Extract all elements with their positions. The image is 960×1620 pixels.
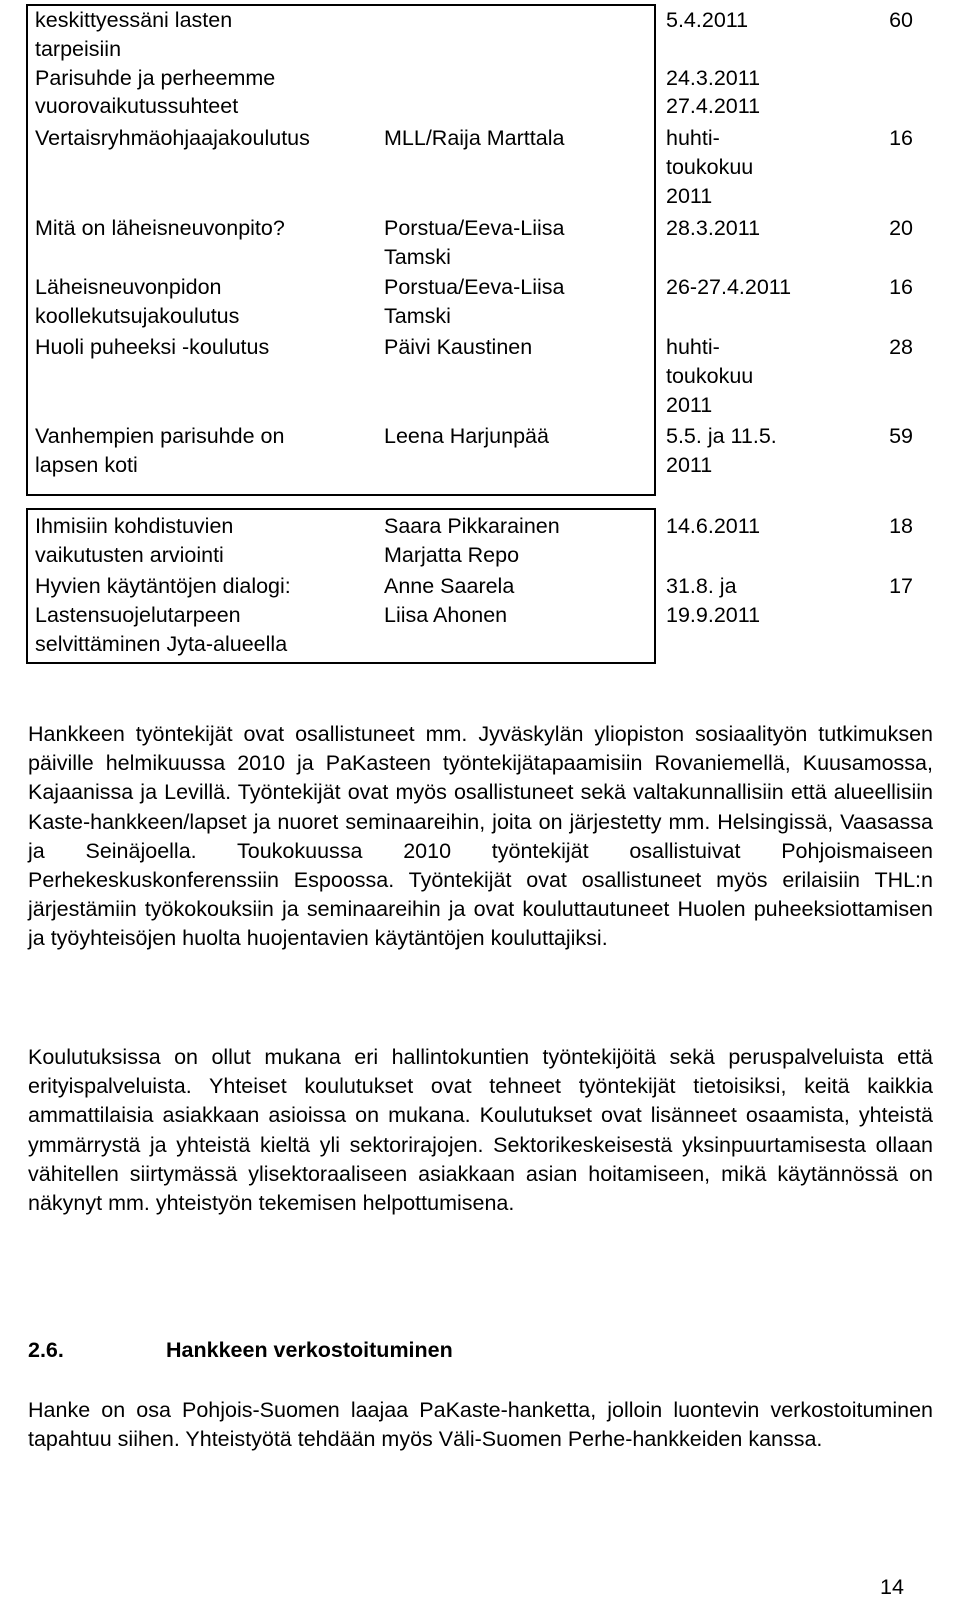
table-cell-date: 5.5. ja 11.5. 2011 [666, 424, 777, 477]
paragraph-events: Hankkeen työntekijät ovat osallistuneet mm. Jyväskylän yliopiston sosiaalityön tutkimuksen päiville helmikuussa 2010 ja PaKasteen työntekijätapaamisiin Rovaniemellä, Kuusamossa, Kajaanissa ja Levillä. Työntekijät ovat myös osallistuneet sekä valtakunnallisiin että alueellisiin Kaste-hankkeen/lapset ja nuoret seminaareihin, joita on järjestetty mm. Helsingissä, Vaasassa ja Seinäjoella. Toukokuussa 2010 työntekijät osallistuivat Pohjoismaiseen Perhekeskuskonferenssiin Espoossa. Työntekijät ovat osallistuneet myös erilaisiin THL:n järjestämiin työkokouksiin ja seminaareihin ja ovat kouluttautuneet Huolen puheeksiottamisen ja työyhteisöjen huolta huojentavien käytäntöjen kouluttajiksi. [28, 722, 933, 951]
table-cell-trainer: Porstua/Eeva-Liisa Tamski [384, 216, 565, 269]
table-cell-date: 14.6.2011 [666, 514, 761, 538]
table-cell-count: 60 [889, 8, 913, 32]
table-cell-date: 31.8. ja 19.9.2011 [666, 574, 761, 627]
table-cell-name: Huoli puheeksi -koulutus [35, 335, 270, 359]
table-cell-count: 28 [889, 335, 913, 359]
table-cell-date: 26-27.4.2011 [666, 275, 792, 299]
page-number: 14 [880, 1575, 904, 1599]
table-cell-count: 16 [889, 126, 913, 150]
table-cell-date: 5.4.2011 24.3.2011 27.4.2011 [666, 8, 761, 119]
table-cell-count: 18 [889, 514, 913, 538]
training-table [0, 0, 960, 700]
table-cell-name: Hyvien käytäntöjen dialogi: Lastensuojelutarpeen selvittäminen Jyta-alueella [35, 574, 291, 656]
section-number: 2.6. [28, 1338, 64, 1362]
table-cell-name: Läheisneuvonpidon koollekutsujakoulutus [35, 275, 240, 328]
table-cell-trainer: MLL/Raija Marttala [384, 126, 565, 150]
table-cell-date: huhti- toukokuu 2011 [666, 335, 754, 417]
section-title: Hankkeen verkostoituminen [166, 1338, 453, 1362]
table-cell-count: 59 [889, 424, 913, 448]
table-cell-trainer: Porstua/Eeva-Liisa Tamski [384, 275, 565, 328]
table-cell-date: 28.3.2011 [666, 216, 761, 240]
table-cell-count: 20 [889, 216, 913, 240]
table-cell-date: huhti- toukokuu 2011 [666, 126, 754, 208]
table-cell-name: keskittyessäni lasten tarpeisiin Parisuhde ja perheemme vuorovaikutussuhteet [35, 8, 276, 119]
table-cell-name: Vanhempien parisuhde on lapsen koti [35, 424, 285, 477]
table-cell-trainer: Saara Pikkarainen Marjatta Repo [384, 514, 560, 567]
section-paragraph: Hanke on osa Pohjois-Suomen laajaa PaKaste-hanketta, jolloin luontevin verkostoituminen tapahtuu siihen. Yhteistyötä tehdään myös Väli-Suomen Perhe-hankkeiden kanssa. [28, 1398, 933, 1452]
table-cell-name: Mitä on läheisneuvonpito? [35, 216, 285, 240]
paragraph-trainings: Koulutuksissa on ollut mukana eri hallintokuntien työntekijöitä sekä peruspalveluista että erityispalveluista. Yhteiset koulutukset ovat tehneet työntekijät tietoisiksi, keitä kaikkia ammattilaisia asiakkaan asioissa on mukana. Koulutukset ovat lisänneet osaamista, yhteistä ymmärrystä ja yhteistä kieltä yli sektorirajojen. Sektorikeskeisestä yksinpuurtamisesta ollaan vähitellen siirtymässä ylisektoraaliseen asiakkaan asian hoitamiseen, mikä käytännössä on näkynyt mm. yhteistyön tekemisen helpottumisena. [28, 1045, 933, 1216]
table-cell-count: 16 [889, 275, 913, 299]
table-cell-trainer: Päivi Kaustinen [384, 335, 533, 359]
table-cell-name: Ihmisiin kohdistuvien vaikutusten arviointi [35, 514, 234, 567]
table-cell-trainer: Leena Harjunpää [384, 424, 549, 448]
table-cell-trainer: Anne Saarela Liisa Ahonen [384, 574, 515, 627]
table-cell-name: Vertaisryhmäohjaajakoulutus [35, 126, 310, 150]
table-cell-count: 17 [889, 574, 913, 598]
